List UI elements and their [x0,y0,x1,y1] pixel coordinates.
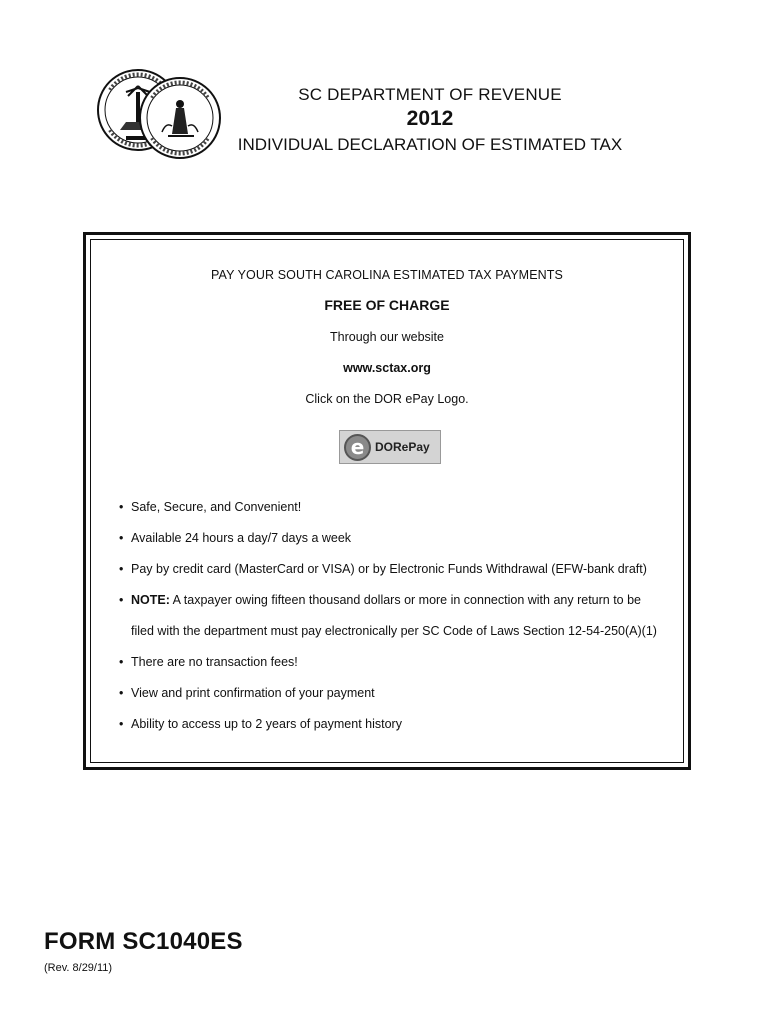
note-item-continuation [119,616,663,647]
epay-logo-label: DORePay [375,440,430,454]
website-link[interactable]: www.sctax.org [343,361,431,375]
list-item [119,709,663,740]
list-item-text: Ability to access up to 2 years of payment history [131,717,402,731]
list-item [119,492,663,523]
state-seal-graphic [96,50,224,178]
form-year: 2012 [406,107,454,130]
page-header [220,84,640,157]
list-item [119,647,663,678]
epay-logo-icon: e [344,434,371,461]
list-item-text: There are no transaction fees! [131,655,298,669]
list-item [119,523,663,554]
list-item-text: View and print confirmation of your payment [131,686,375,700]
note-text-line1: A taxpayer owing fifteen thousand dollars or more in connection with any return to be [169,593,642,607]
note-text-line2: filed with the department must pay electronically per SC Code of Laws Section 12-54-250(A)(1) [131,624,657,638]
dor-epay-logo-button[interactable] [339,430,441,464]
state-seal-image [96,50,224,178]
right-seal-icon [140,78,220,158]
free-of-charge-text: FREE OF CHARGE [324,297,450,313]
list-item-text: Pay by credit card (MasterCard or VISA) or by Electronic Funds Withdrawal (EFW-bank draft) [131,562,647,576]
list-item-text: Safe, Secure, and Convenient! [131,500,302,514]
list-item [119,554,663,585]
note-item [119,585,663,616]
note-label: NOTE: [131,593,170,607]
list-item [119,678,663,709]
form-title: INDIVIDUAL DECLARATION OF ESTIMATED TAX [237,135,623,154]
list-item-text: Available 24 hours a day/7 days a week [131,531,352,545]
payment-info-inner-box [90,239,684,763]
through-website-text: Through our website [330,330,444,344]
form-identifier: FORM SC1040ES [44,928,243,955]
revision-date: (Rev. 8/29/11) [44,962,113,974]
department-name: SC DEPARTMENT OF REVENUE [298,85,562,104]
payment-info-box [83,232,691,770]
click-instruction: Click on the DOR ePay Logo. [305,392,469,406]
benefits-list [119,492,663,740]
pay-heading: PAY YOUR SOUTH CAROLINA ESTIMATED TAX PAYMENTS [211,268,563,282]
